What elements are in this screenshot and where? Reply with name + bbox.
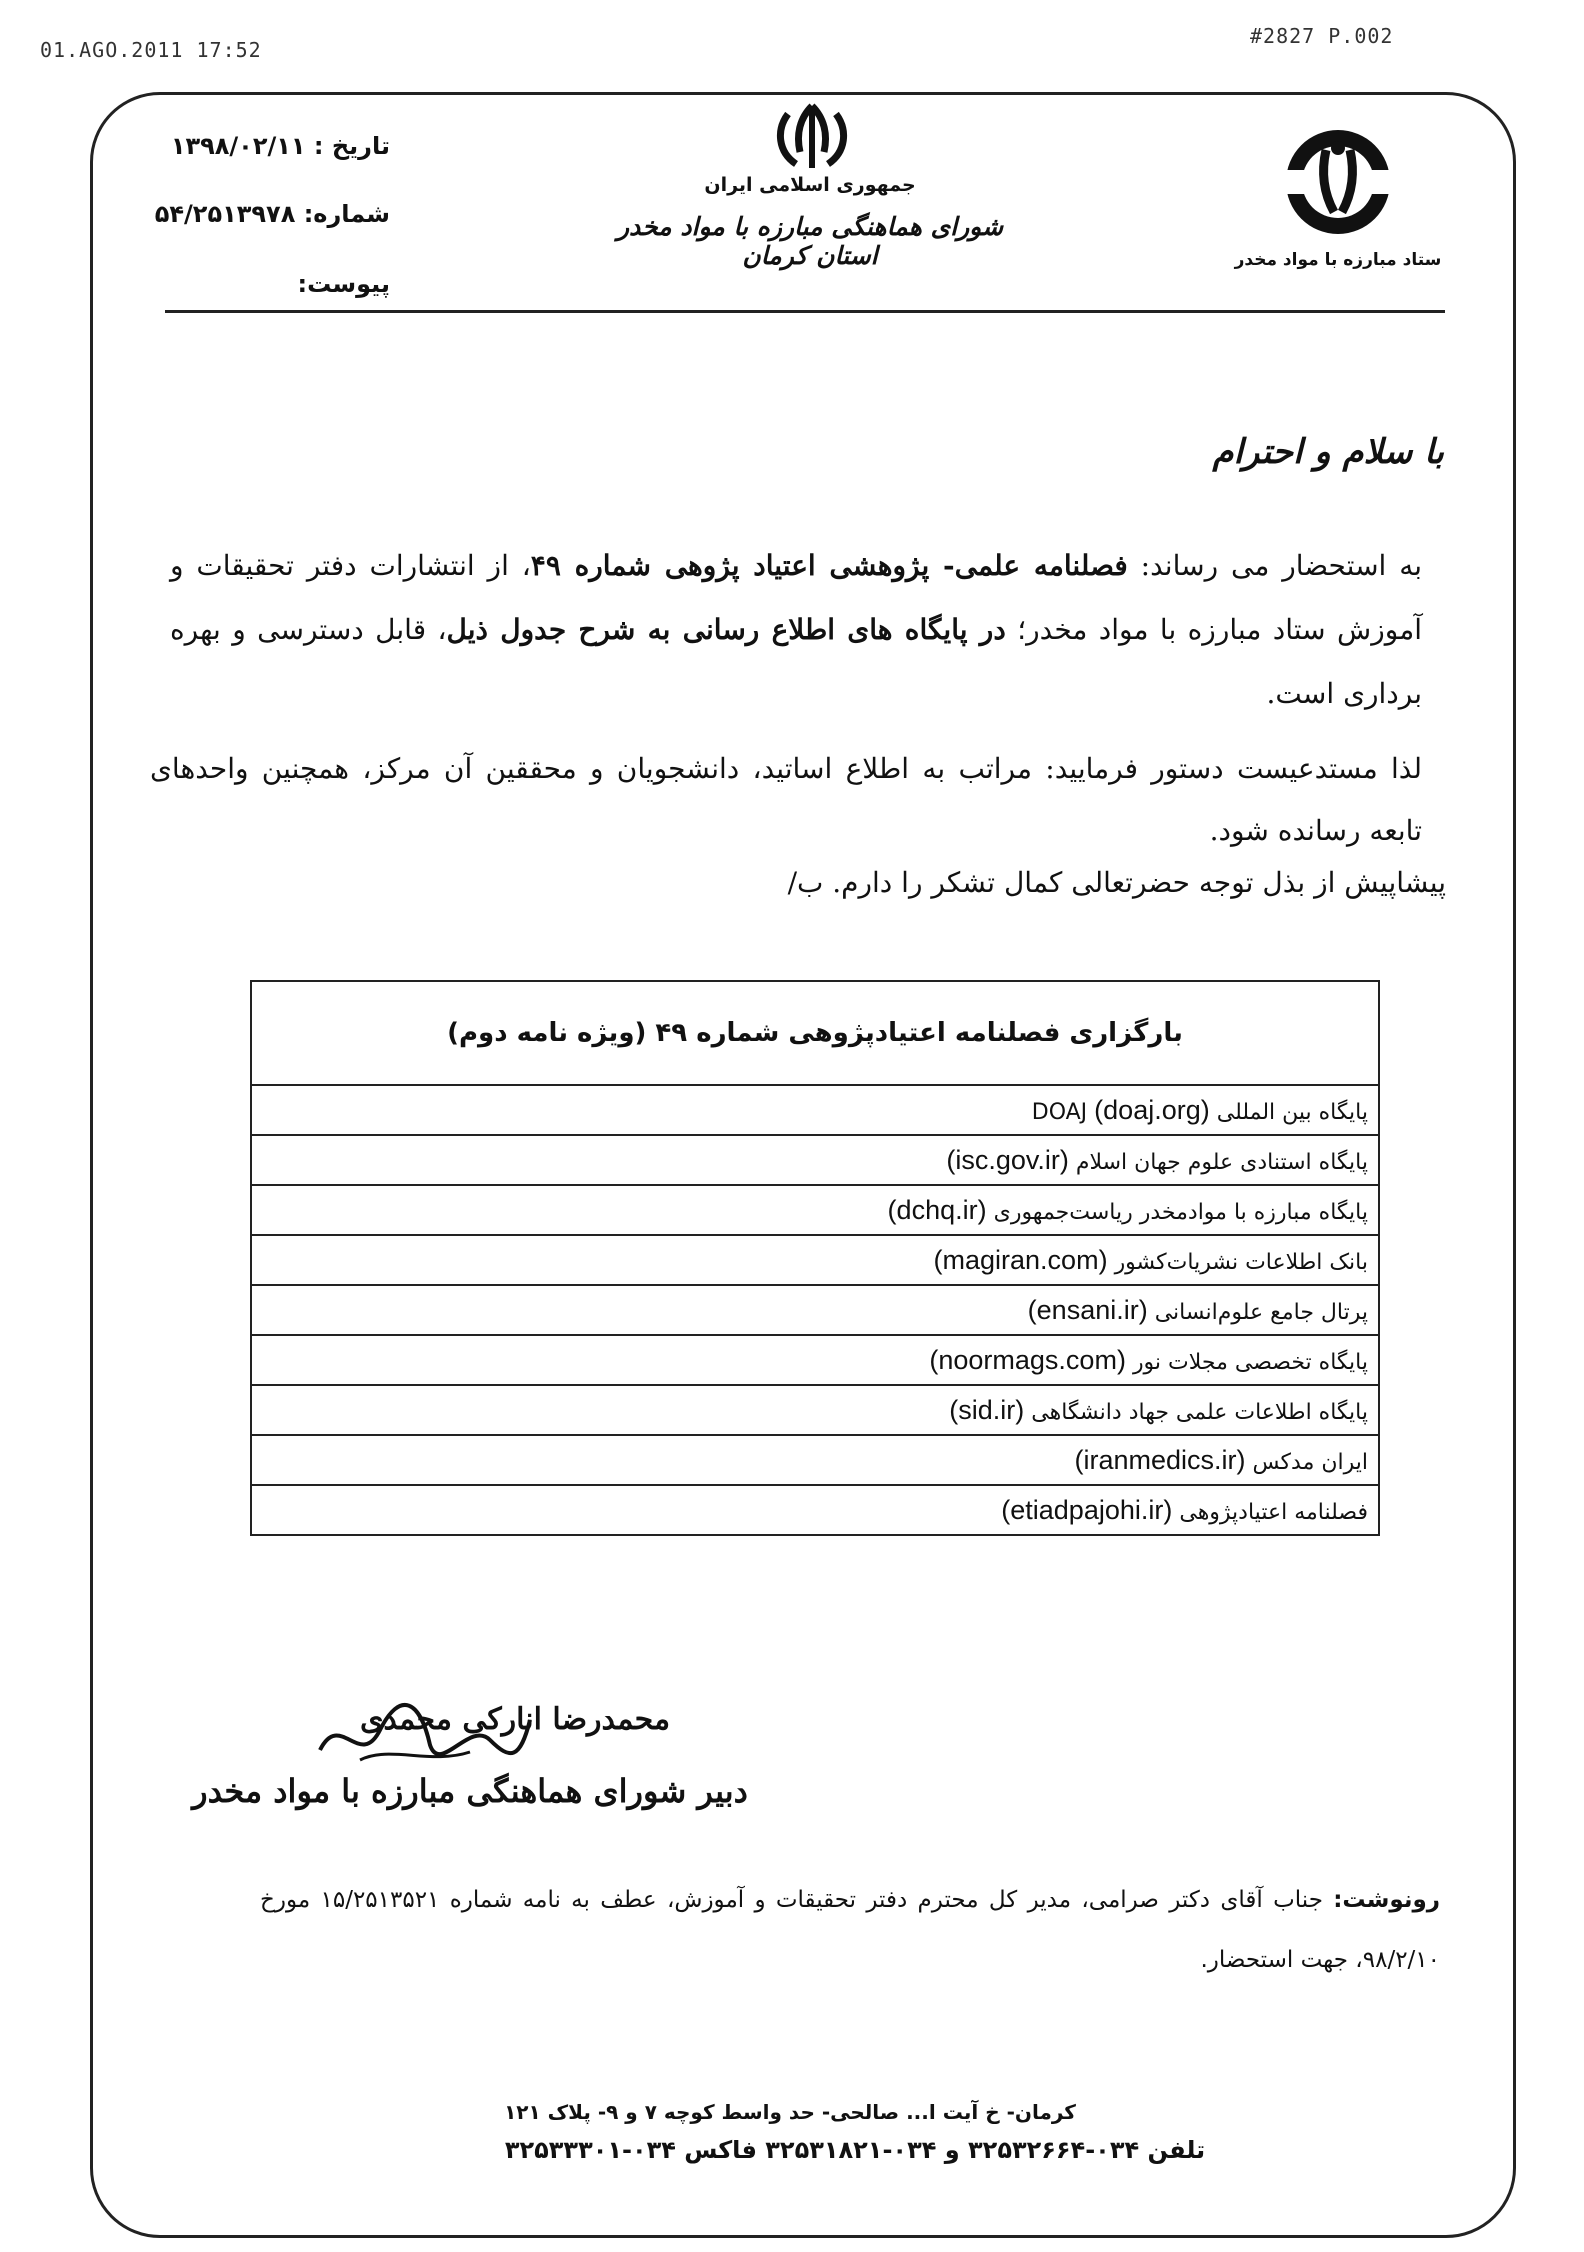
database-domain: (magiran.com) <box>933 1244 1108 1275</box>
body-paragraph-3: پیشاپیش از بذل توجه حضرتعالی کمال تشکر را دارم. ب/ <box>787 866 1446 899</box>
table-row <box>251 1485 1379 1535</box>
database-name: پایگاه استنادی علوم جهان اسلام <box>1075 1149 1368 1175</box>
number-row <box>140 200 390 228</box>
database-domain: (etiadpajohi.ir) <box>1001 1494 1173 1525</box>
table-row <box>251 1285 1379 1335</box>
database-domain: (doaj.org) <box>1094 1094 1210 1125</box>
database-name: فصلنامه اعتیادپژوهی <box>1179 1499 1368 1525</box>
table-row <box>251 1235 1379 1285</box>
database-domain: (noormags.com) <box>929 1344 1126 1375</box>
table-row <box>251 1385 1379 1435</box>
databases-table <box>250 980 1380 1536</box>
number-value: ۵۴/۲۵۱۳۹۷۸ <box>154 200 296 228</box>
attachment-label: پیوست: <box>297 270 390 298</box>
attachment-row <box>140 270 390 298</box>
council-title: شورای هماهنگی مبارزه با مواد مخدر استان کرمان <box>616 212 1004 270</box>
database-domain: (isc.gov.ir) <box>946 1144 1069 1175</box>
database-name: پایگاه مبارزه با موادمخدر ریاست‌جمهوری <box>993 1199 1368 1225</box>
database-name: ایران مدکس <box>1252 1449 1368 1475</box>
drug-control-logo-icon <box>1278 120 1398 250</box>
number-label: شماره: <box>303 200 390 228</box>
body-p1-intro: به استحضار می رساند: <box>1127 549 1423 582</box>
republic-label: جمهوری اسلامی ایران <box>704 174 916 196</box>
body-p1-end: ، قابل دسترسی و بهره برداری است. <box>170 613 1422 710</box>
table-row <box>251 1185 1379 1235</box>
fax-page-number: #2827 P.002 <box>1250 24 1394 48</box>
cc-text: جناب آقای دکتر صرامی، مدیر کل محترم دفتر تحقیقات و آموزش، عطف به نامه شماره ۱۵/۲۵۱۳۵۲۱ مورخ ۹۸/۲/۱۰، جهت استحضار. <box>260 1887 1440 1973</box>
date-value: ۱۳۹۸/۰۲/۱۱ <box>170 132 306 160</box>
database-domain: (iranmedics.ir) <box>1074 1444 1246 1475</box>
cc-label: رونوشت: <box>1333 1887 1440 1913</box>
body-paragraph-2: لذا مستدعیست دستور فرمایید: مراتب به اطلاع اساتید، دانشجویان و محققین آن مرکز، همچنین واحدهای تابعه رسانده شود. <box>150 752 1422 847</box>
body-p1-middle: ، از انتشارات دفتر تحقیقات و آموزش ستاد مبارزه با مواد مخدر؛ <box>170 549 1422 646</box>
fax-datetime: 01.AGO.2011 17:52 <box>40 38 262 62</box>
cc-line <box>260 1870 1440 1990</box>
header-divider <box>165 310 1445 313</box>
table-header-row <box>251 981 1379 1085</box>
table-title: بارگزاری فصلنامه اعتیادپژوهی شماره ۴۹ (ویژه نامه دوم) <box>251 981 1379 1085</box>
database-name: پایگاه بین المللی DOAJ <box>1031 1099 1368 1125</box>
date-row <box>140 132 390 160</box>
table-row <box>251 1435 1379 1485</box>
footer-phones: تلفن ۰۳۴-۳۲۵۳۲۶۶۴ و ۰۳۴-۳۲۵۳۱۸۲۱ فاکس ۰۳۴-۳۲۵۳۳۳۰۱ <box>504 2136 1206 2164</box>
table-row <box>251 1135 1379 1185</box>
database-name: پایگاه اطلاعات علمی جهاد دانشگاهی <box>1031 1399 1368 1425</box>
database-name: بانک اطلاعات نشریات‌کشور <box>1114 1249 1368 1275</box>
signer-name: محمدرضا انارکی محمدی <box>359 1702 671 1737</box>
logo-caption: ستاد مبارزه با مواد مخدر <box>1234 250 1442 270</box>
greeting: با سلام و احترام <box>1212 432 1444 472</box>
database-domain: (ensani.ir) <box>1027 1294 1148 1325</box>
database-domain: (dchq.ir) <box>887 1194 987 1225</box>
iran-emblem-icon <box>770 100 854 174</box>
databases-reference: در پایگاه های اطلاع رسانی به شرح جدول ذیل <box>446 613 1006 646</box>
journal-name: فصلنامه علمی- پژوهشی اعتیاد پژوهی شماره ۴۹ <box>530 549 1128 582</box>
date-label: تاریخ : <box>313 132 390 160</box>
footer-address: کرمان- خ آیت ا... صالحی- حد واسط کوچه ۷ و ۹- پلاک ۱۲۱ <box>504 2100 1076 2124</box>
signer-title: دبیر شورای هماهنگی مبارزه با مواد مخدر <box>192 1772 748 1810</box>
table-row <box>251 1085 1379 1135</box>
database-name: پایگاه تخصصی مجلات نور <box>1132 1349 1368 1375</box>
database-name: پرتال جامع علوم‌انسانی <box>1154 1299 1368 1325</box>
database-domain: (sid.ir) <box>949 1394 1025 1425</box>
table-row <box>251 1335 1379 1385</box>
body-paragraph-1 <box>170 534 1422 726</box>
